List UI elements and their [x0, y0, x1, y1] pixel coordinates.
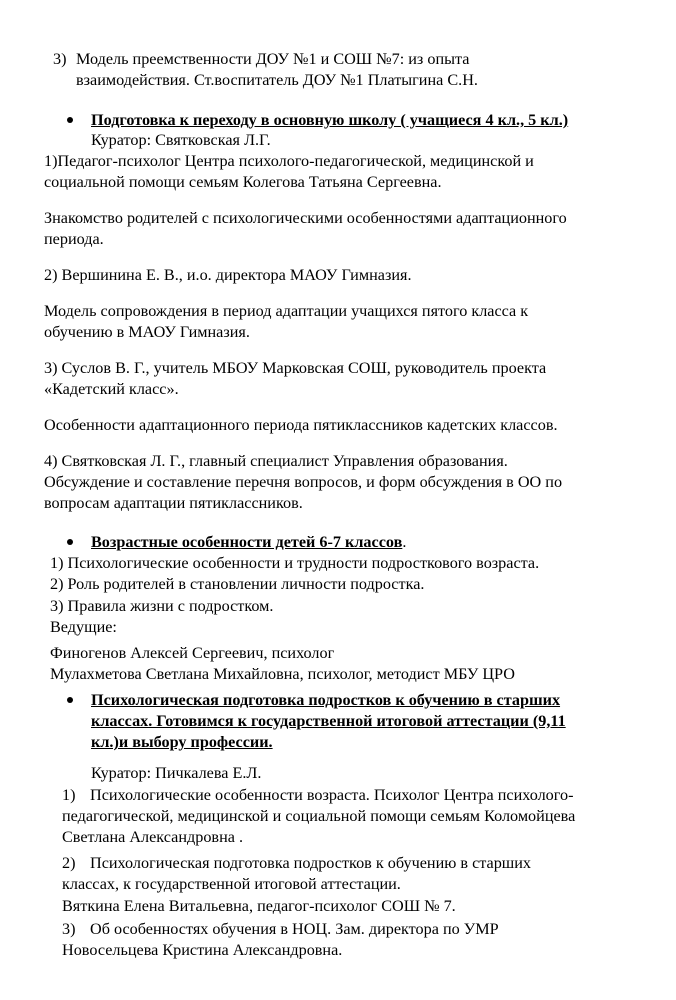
list-item: Об особенностях обучения в НОЦ. Зам. директора по УМР [90, 920, 499, 938]
section-heading: кл.)и выбору профессии. [91, 733, 273, 751]
text-line: Модель преемственности ДОУ №1 и СОШ №7: из опыта [76, 50, 470, 68]
list-number: 1) [62, 786, 76, 804]
section-heading: Возрастные особенности детей 6-7 классов [91, 533, 403, 551]
text-line: Мулахметова Светлана Михайловна, психолог, методист МБУ ЦРО [50, 665, 515, 683]
bullet-icon [67, 697, 73, 703]
list-number: 3) [53, 50, 67, 68]
text-line: Знакомство родителей с психологическими особенностями адаптационного [44, 209, 567, 227]
text-line: Новосельцева Кристина Александровна. [62, 941, 343, 959]
text-line: Ведущие: [50, 618, 117, 636]
text-line: Особенности адаптационного периода пятиклассников кадетских классов. [44, 416, 558, 434]
text-line: взаимодействия. Ст.воспитатель ДОУ №1 Платыгина С.Н. [76, 71, 478, 89]
text-line: вопросам адаптации пятиклассников. [44, 494, 303, 512]
text-line: 4) Святковская Л. Г., главный специалист Управления образования. [44, 452, 508, 470]
text-line: классах, к государственной итоговой аттестации. [62, 875, 401, 893]
text-line: «Кадетский класс». [44, 380, 179, 398]
bullet-icon [67, 539, 73, 545]
text-line: 3) Суслов В. Г., учитель МБОУ Марковская СОШ, руководитель проекта [44, 359, 547, 377]
text-line: Финогенов Алексей Сергеевич, психолог [50, 644, 335, 662]
text-line: 1)Педагог-психолог Центра психолого-педагогической, медицинской и [44, 152, 534, 170]
list-item: Психологическая подготовка подростков к обучению в старших [90, 854, 532, 872]
text-line: педагогической, медицинской и социальной помощи семьям Коломойцева [62, 807, 576, 825]
curator-line: Куратор: Пичкалева Е.Л. [91, 764, 262, 782]
section-heading-wrap [91, 532, 406, 552]
text-line: Вяткина Елена Витальевна, педагог-психолог СОШ № 7. [62, 897, 456, 915]
text-line: социальной помощи семьям Колегова Татьяна Сергеевна. [44, 173, 442, 191]
text-line: 2) Вершинина Е. В., и.о. директора МАОУ Гимназия. [44, 266, 412, 284]
list-number: 2) [62, 854, 76, 872]
text-line: Обсуждение и составление перечня вопросов, и форм обсуждения в ОО по [44, 473, 563, 491]
list-item: 1) Психологические особенности и трудности подросткового возраста. [50, 554, 540, 572]
section-heading: классах. Готовимся к государственной итоговой аттестации (9,11 [91, 712, 566, 730]
text-line: Светлана Александровна . [62, 828, 244, 846]
text-line: периода. [44, 230, 104, 248]
list-number: 3) [62, 920, 76, 938]
curator-line: Куратор: Святковская Л.Г. [91, 131, 271, 149]
text-line: обучению в МАОУ Гимназия. [44, 323, 250, 341]
bullet-icon [67, 117, 73, 123]
text-line: Модель сопровождения в период адаптации учащихся пятого класса к [44, 302, 529, 320]
list-item: 3) Правила жизни с подростком. [50, 597, 274, 615]
heading-tail: . [402, 533, 407, 551]
section-heading: Психологическая подготовка подростков к обучению в старших [91, 691, 561, 709]
list-item: Психологические особенности возраста. Психолог Центра психолого- [90, 786, 574, 804]
list-item: 2) Роль родителей в становлении личности подростка. [50, 575, 425, 593]
section-heading: Подготовка к переходу в основную школу ( учащиеся 4 кл., 5 кл.) [91, 111, 569, 129]
